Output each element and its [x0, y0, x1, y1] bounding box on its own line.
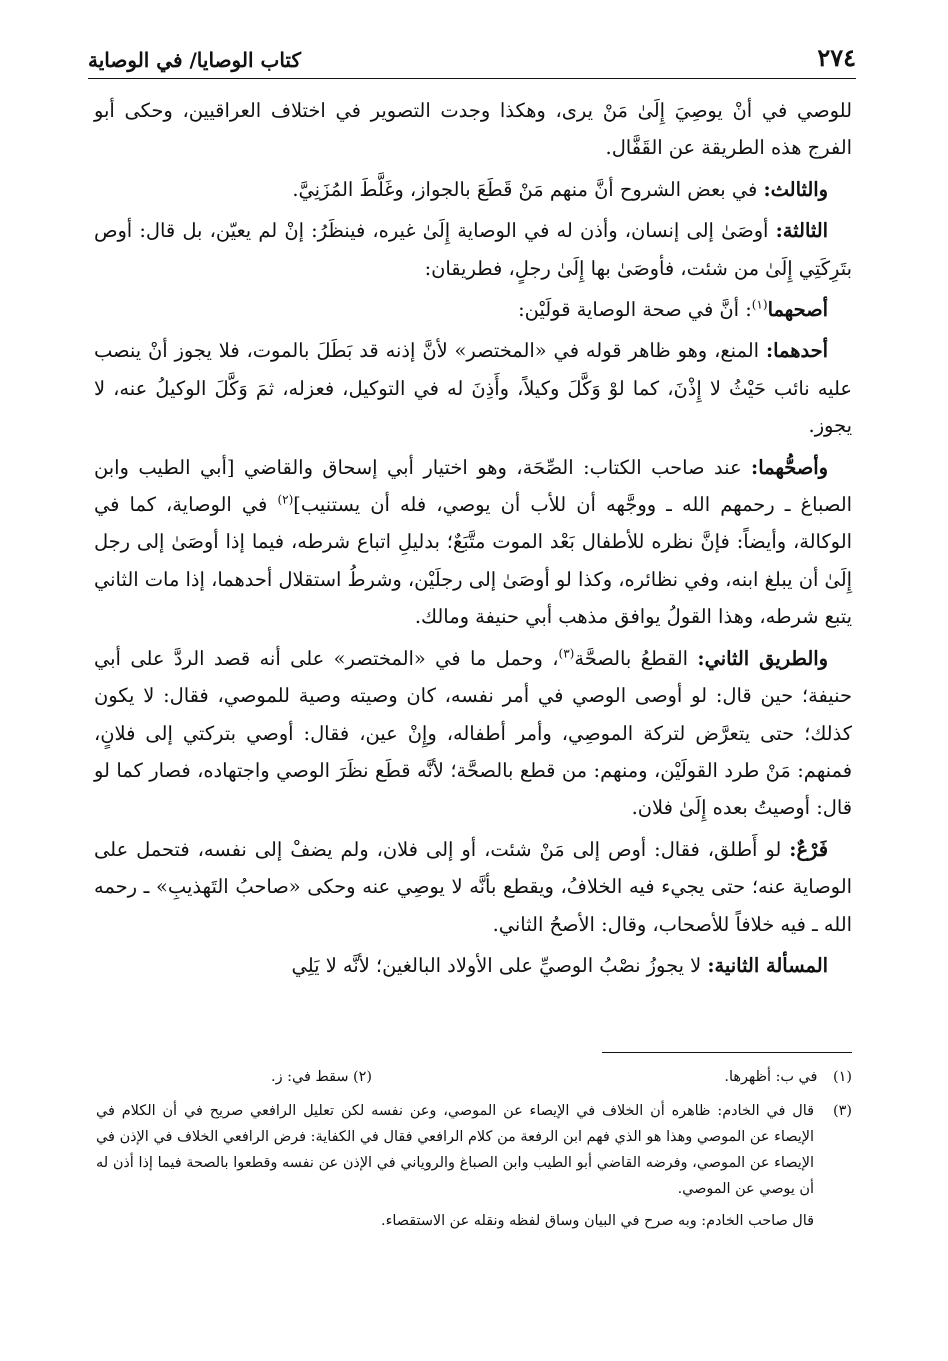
paragraph-2-label: والثالث:: [763, 177, 828, 201]
paragraph-4-text: : أنَّ في صحة الوصاية قولَيْن:: [518, 298, 752, 322]
footnote-1-text: في ب: أظهرها.: [724, 1069, 818, 1085]
paragraph-8-label: فَرْعٌ:: [789, 837, 828, 861]
paragraph-1: [94, 92, 852, 167]
paragraph-8-text: لو أَطلق، فقال: أوص إلى مَنْ شئت، أو إلى فلان، ولم يضفْ إلى نفسه، فتحمل على الوصاية عنه؛ حتى يجيء فيه الخلافُ، ويقطع بأنَّه لا يوصِي عنه وحكى «صاحبُ التَهذيبِ» ـ رحمه الله ـ فيه خلافاً للأصحاب، وقال: الأصحُ الثاني.: [94, 837, 852, 936]
paragraph-2-text: في بعض الشروح أنَّ منهم مَنْ قَطَعَ بالجواز، وغَلَّطَ المُزَنِيَّ.: [292, 177, 764, 201]
footnote-2-number: (٢): [353, 1069, 372, 1085]
footnotes: [96, 1064, 852, 1234]
page-header: [88, 38, 856, 79]
paragraph-3-label: الثالثة:: [775, 219, 828, 243]
footnote-2: [271, 1064, 372, 1090]
paragraph-3-text: أوصَىٰ إلى إنسان، وأذن له في الوصاية إِلَىٰ غيره، فينظَرُ: إنْ لم يعيّن، بل قال: أوص بتَرِكَتِي إِلَىٰ من شئت، فأوصَىٰ بها إِلَىٰ رجلٍ، فطريقان:: [94, 219, 852, 280]
footnote-3: [96, 1098, 852, 1234]
paragraph-2: [94, 171, 852, 208]
paragraph-3: [94, 212, 852, 287]
paragraph-4: [94, 291, 852, 328]
paragraph-5-label: أحدهما:: [765, 339, 828, 363]
paragraph-6-label: وأصحُّهما:: [751, 455, 828, 479]
paragraph-9: [94, 947, 852, 984]
paragraph-7-text-b: ، وحمل ما في «المختصر» على أنه قصد الردَّ على أبي حنيفة؛ حين قال: لو أوصى الوصي في أمر نفسه، كان وصيته وصية للموصي، فقال: لا يكون كذلك؛ حتى يتعرَّض لتركة الموصِي، وأمر أطفاله، وإِنْ عين، فقال: أوصي بتركتي إلى فلانٍ، فمنهم: مَنْ طرد القولَيْن، ومنهم: من قطع بالصحَّة؛ لأنَّه قطَع نظَرَ الوصي واجتهاده، فصار كما لو قال: أوصيتُ بعده إِلَىٰ فلان.: [94, 646, 852, 820]
footnote-ref-3: (٣): [558, 646, 575, 661]
paragraph-6-text-b: في الوصاية، كما في الوكالة، وأيضاً: فإنَّ نظره للأطفال بَعْد الموت متَّبَعٌ؛ بدليلِ اتباع شرطه، فيما إذا أوصَىٰ إلى رجل إِلَىٰ أن يبلغ ابنه، وفي نظائره، وكذا لو أوصَىٰ إلى رجلَيْن، وشرطُ استقلال أحدهما، إذا مات الثاني يتبع شرطه، وهذا القولُ يوافق مذهب أبي حنيفة ومالك.: [94, 493, 852, 629]
footnote-3-body: [96, 1098, 814, 1234]
paragraph-5-text: المنع، وهو ظاهر قوله في «المختصر» لأنَّ إذنه قد بَطَلَ بالموت، فلا يجوز أنْ ينصب عليه نائب حَيْثُ لا إِذْنَ، كما لوْ وَكَّلَ وكيلاً، وأَذِنَ له في التوكيل، فعزله، ثمَ وَكَّلَ الوكيلُ عنه، لا يجوز.: [94, 339, 852, 438]
paragraph-5: [94, 332, 852, 444]
footnote-1: [382, 1064, 852, 1090]
paragraph-4-label: أصحهما: [767, 298, 828, 322]
paragraph-1-text: للوصي في أنْ يوصِيَ إِلَىٰ مَنْ يرى، وهكذا وجدت التصوير في اختلاف العراقيين، وحكى أبو الفرج هذه الطريقة عن القَفَّال.: [94, 99, 852, 160]
footnote-2-text: سقط في: ز.: [271, 1069, 349, 1085]
paragraph-7: [94, 640, 852, 827]
paragraph-7-label: والطريق الثاني:: [697, 646, 828, 670]
running-title: كتاب الوصايا/ في الوصاية: [88, 48, 301, 72]
paragraph-8: [94, 831, 852, 943]
footnotes-row-1: [96, 1064, 852, 1090]
paragraph-6-text-a: عند صاحب الكتاب: الصِّحَة، وهو اختيار أبي إسحاق والقاضي [أبي الطيب وابن الصباغ ـ رحمهم الله ـ ووجَّهه أن للأب أن يوصي، فله أن يستنيب]: [94, 455, 852, 517]
footnote-1-number: (١): [833, 1069, 852, 1085]
footnote-ref-1: (١): [751, 297, 768, 312]
footnote-3-text: قال في الخادم: ظاهره أن الخلاف في الإيصاء عن الموصي، وعن نفسه لكن تعليل الرافعي صريح في أن الكلام في الإيصاء عن الموصي وهذا هو الذي فهم ابن الرفعة من كلام الرافعي فقال في الكفاية: فرض الرافعي الخلاف في الإذن في الإيصاء عن الموصي، وفرضه القاضي أبو الطيب وابن الصباغ والروياني في الإذن عن نفسه وقطعوا بالصحة فيما إذا أذن له أن يوصي عن الموصي.: [96, 1103, 814, 1197]
footnote-divider: [602, 1052, 852, 1053]
paragraph-9-text: لا يجوزُ نصْبُ الوصيِّ على الأولاد البالغين؛ لأنَّه لا يَلِي: [291, 953, 708, 977]
paragraph-9-label: المسألة الثانية:: [707, 953, 828, 977]
paragraph-6: [94, 449, 852, 636]
footnote-3-extra: قال صاحب الخادم: وبه صرح في البيان وساق لفظه ونقله عن الاستقصاء.: [381, 1213, 814, 1229]
main-text: [94, 92, 852, 984]
footnote-3-number: (٣): [833, 1103, 852, 1119]
footnote-ref-2: (٢): [277, 492, 294, 507]
paragraph-7-text-a: القطعُ بالصحَّة: [574, 646, 698, 670]
page-number: ٢٧٤: [817, 43, 856, 72]
